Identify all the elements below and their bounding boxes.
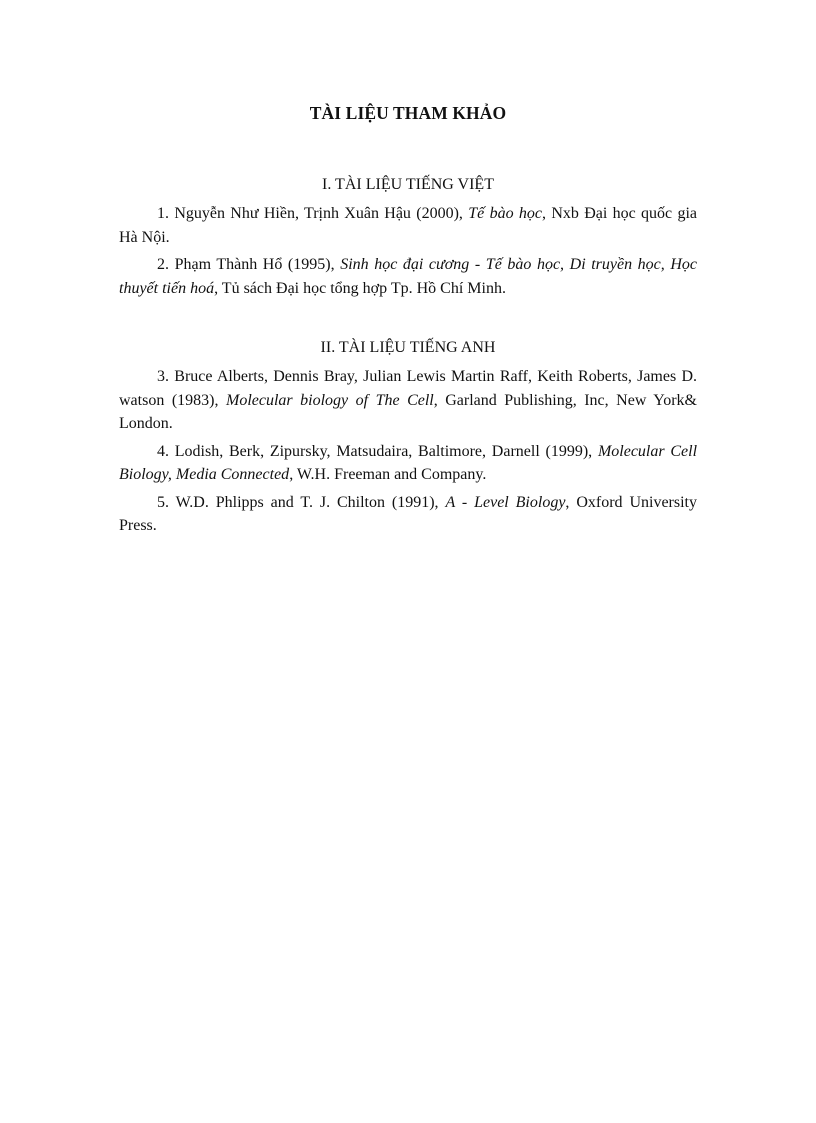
reference-authors: Lodish, Berk, Zipursky, Matsudaira, Baltimore, Darnell (1999), — [174, 442, 593, 460]
reference-title: Sinh học đại cương - Tế bào học, Di truyền học, Học thuyết tiến hoá — [119, 256, 698, 297]
reference-publisher: , Tủ sách Đại học tổng hợp Tp. Hồ Chí Minh. — [214, 279, 506, 297]
reference-item-4 — [119, 440, 697, 487]
reference-authors: Bruce Alberts, Dennis Bray, Julian Lewis Martin Raff, Keith Roberts, James D. watson (1983), — [119, 368, 698, 409]
reference-number: 5. — [157, 493, 169, 511]
reference-number: 1. — [157, 205, 169, 222]
reference-publisher: , Nxb Đại học quốc gia Hà Nội. — [119, 205, 698, 246]
reference-authors: Nguyễn Như Hiền, Trịnh Xuân Hậu (2000), — [174, 205, 463, 222]
reference-authors: W.D. Phlipps and T. J. Chilton (1991), — [175, 493, 439, 511]
reference-item-1 — [119, 202, 697, 249]
reference-publisher: , Oxford University Press. — [119, 493, 697, 534]
reference-publisher: , W.H. Freeman and Company. — [289, 466, 487, 483]
reference-title: Molecular Cell Biology, Media Connected — [119, 442, 698, 483]
reference-number: 2. — [157, 256, 169, 273]
reference-title: A - Level Biology — [445, 493, 566, 511]
reference-title: Tế bào học — [468, 205, 542, 222]
reference-number: 3. — [157, 368, 169, 385]
reference-authors: Phạm Thành Hổ (1995), — [174, 256, 335, 273]
section-heading-english: II. TÀI LIỆU TIẾNG ANH — [320, 339, 496, 356]
reference-item-5 — [119, 491, 697, 538]
reference-number: 4. — [157, 442, 169, 460]
reference-publisher: , Garland Publishing, Inc, New York& London. — [119, 391, 697, 432]
section-heading-vietnamese: I. TÀI LIỆU TIẾNG VIỆT — [322, 176, 494, 193]
reference-item-2 — [119, 253, 697, 300]
page-title: TÀI LIỆU THAM KHẢO — [309, 103, 507, 123]
reference-list-vietnamese — [119, 202, 697, 304]
reference-title: Molecular biology of The Cell — [225, 391, 434, 409]
reference-list-english — [119, 365, 697, 542]
reference-item-3 — [119, 365, 697, 436]
